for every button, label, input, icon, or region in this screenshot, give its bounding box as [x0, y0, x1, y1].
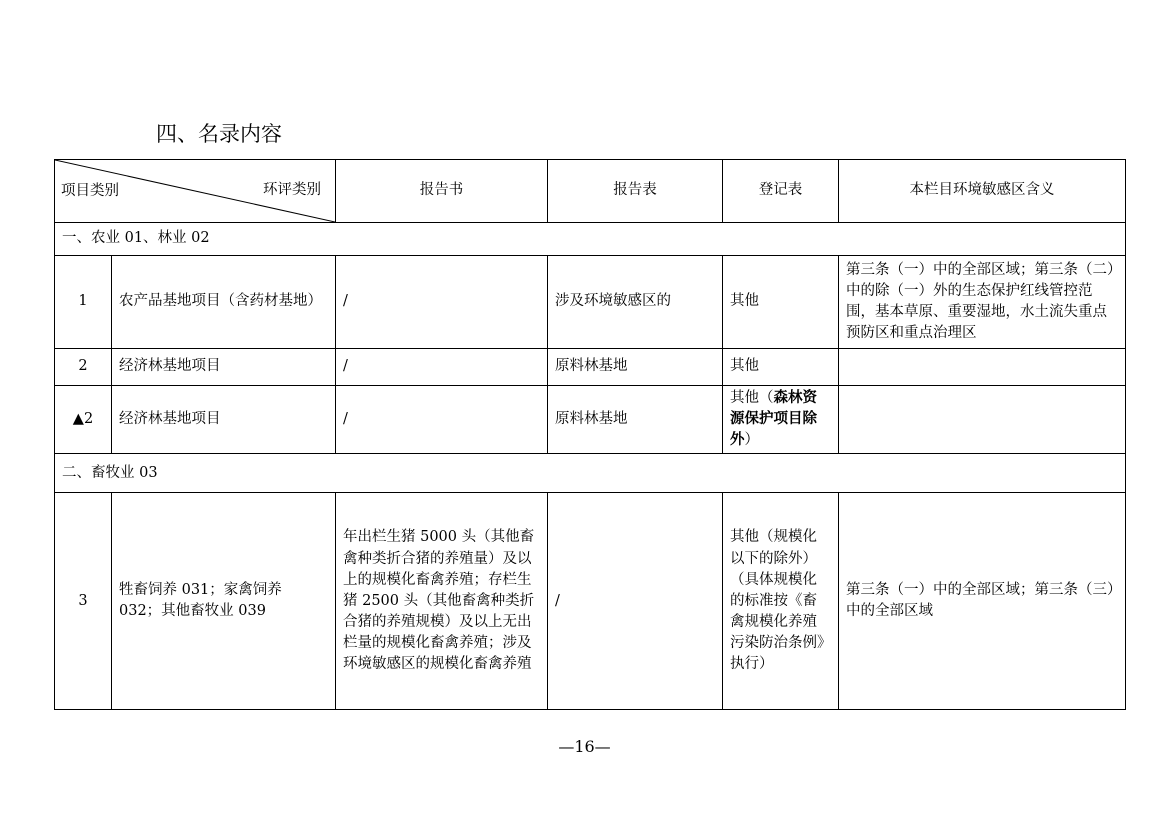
- row-number: ▲2: [55, 386, 112, 454]
- catalog-table: [54, 159, 1126, 710]
- registration-cell: 其他: [723, 349, 839, 386]
- category-row: [55, 223, 1126, 256]
- sensitive-area-cell: 第三条（一）中的全部区域；第三条（二）中的除（一）外的生态保护红线管控范围，基本草原、重要湿地，水土流失重点预防区和重点治理区: [839, 256, 1126, 349]
- table-row: [55, 256, 1126, 349]
- project-category: 经济林基地项目: [112, 386, 336, 454]
- registration-exception: 森林资源保护项目除外: [730, 390, 817, 449]
- page-number: —16—: [558, 737, 611, 756]
- registration-suffix: ）: [744, 432, 759, 449]
- project-category: 农产品基地项目（含药材基地）: [112, 256, 336, 349]
- report-book-cell: 年出栏生猪 5000 头（其他畜禽种类折合猪的养殖量）及以上的规模化畜禽养殖；存栏生猪 2500 头（其他畜禽种类折合猪的养殖规模）及以上无出栏量的规模化畜禽养殖；涉及环境敏感区的规模化畜禽养殖: [336, 493, 548, 710]
- header-registration: 登记表: [723, 160, 839, 223]
- table-row: [55, 493, 1126, 710]
- header-sensitive-area: 本栏目环境敏感区含义: [839, 160, 1126, 223]
- registration-cell: [723, 386, 839, 454]
- sensitive-area-cell: [839, 386, 1126, 454]
- section-title: 四、名录内容: [156, 122, 282, 146]
- report-form-cell: 原料林基地: [548, 386, 723, 454]
- registration-cell: 其他: [723, 256, 839, 349]
- col-category-label: 环评类别: [263, 182, 321, 198]
- category-label: 一、农业 01、林业 02: [55, 223, 1126, 256]
- table-row: [55, 386, 1126, 454]
- report-form-cell: /: [548, 493, 723, 710]
- category-row: [55, 454, 1126, 493]
- category-label: 二、畜牧业 03: [55, 454, 1126, 493]
- report-book-cell: /: [336, 256, 548, 349]
- registration-prefix: 其他（: [730, 390, 774, 406]
- header-report-book: 报告书: [336, 160, 548, 223]
- report-book-cell: /: [336, 349, 548, 386]
- row-category-label: 项目类别: [61, 182, 119, 199]
- header-diagonal-cell: [55, 160, 336, 223]
- report-form-cell: 涉及环境敏感区的: [548, 256, 723, 349]
- table-row: [55, 349, 1126, 386]
- row-number: 1: [55, 256, 112, 349]
- project-category: 牲畜饲养 031；家禽饲养 032；其他畜牧业 039: [112, 493, 336, 710]
- project-category: 经济林基地项目: [112, 349, 336, 386]
- sensitive-area-cell: [839, 349, 1126, 386]
- report-form-cell: 原料林基地: [548, 349, 723, 386]
- header-row: [55, 160, 1126, 223]
- sensitive-area-cell: 第三条（一）中的全部区域；第三条（三）中的全部区域: [839, 493, 1126, 710]
- row-number: 2: [55, 349, 112, 386]
- report-book-cell: /: [336, 386, 548, 454]
- row-number: 3: [55, 493, 112, 710]
- header-report-form: 报告表: [548, 160, 723, 223]
- registration-cell: 其他（规模化以下的除外）（具体规模化的标准按《畜禽规模化养殖污染防治条例》执行）: [723, 493, 839, 710]
